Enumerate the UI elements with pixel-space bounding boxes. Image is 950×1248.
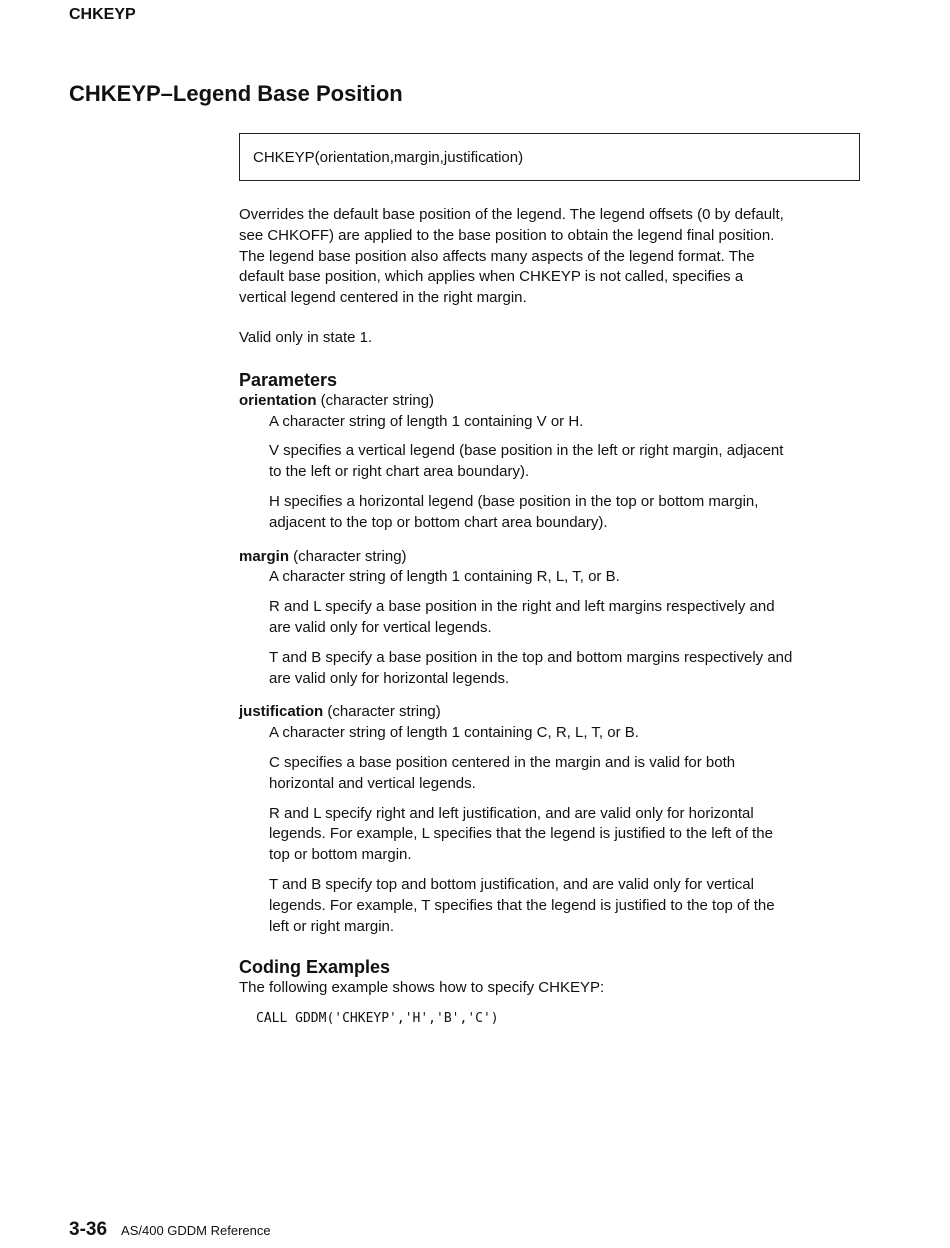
param-desc — [269, 492, 864, 534]
param-desc-line: to the left or right chart area boundary). — [269, 463, 530, 481]
param-desc-line: left or right margin. — [269, 917, 395, 935]
param-desc — [269, 804, 864, 866]
param-orientation-term — [239, 391, 864, 412]
intro-paragraph — [239, 205, 864, 309]
param-desc-line: are valid only for horizontal legends. — [269, 669, 510, 687]
body-column — [239, 205, 864, 1030]
param-desc-line: horizontal and vertical legends. — [269, 774, 476, 792]
parameters-heading: Parameters — [239, 369, 338, 390]
param-type: (character string) — [289, 547, 407, 565]
param-desc-line: legends. For example, T specifies that the legend is justified to the top of the — [269, 896, 775, 914]
param-desc-line: T and B specify a base position in the top and bottom margins respectively and — [269, 648, 793, 666]
param-desc: A character string of length 1 containing V or H. — [269, 412, 584, 430]
param-justification-term — [239, 702, 864, 723]
param-desc-line: C specifies a base position centered in the margin and is valid for both — [269, 753, 736, 771]
book-title: AS/400 GDDM Reference — [121, 1223, 271, 1238]
param-margin-term — [239, 547, 864, 568]
param-name: orientation — [239, 391, 317, 409]
param-name: justification — [239, 703, 324, 721]
param-desc — [269, 441, 864, 483]
page-number: 3-36 — [69, 1219, 108, 1240]
coding-intro: The following example shows how to specify CHKEYP: — [239, 979, 605, 997]
coding-examples-heading: Coding Examples — [239, 957, 391, 978]
param-desc — [269, 875, 864, 937]
param-desc — [269, 597, 864, 639]
param-desc-line: adjacent to the top or bottom chart area boundary). — [269, 513, 608, 531]
param-desc-line: H specifies a horizontal legend (base position in the top or bottom margin, — [269, 492, 759, 510]
param-name: margin — [239, 547, 290, 565]
param-desc-line: R and L specify right and left justification, and are valid only for horizontal — [269, 804, 754, 822]
intro-line: Overrides the default base position of the legend. The legend offsets (0 by default, — [239, 206, 784, 223]
param-desc — [269, 648, 864, 690]
param-desc-line: are valid only for vertical legends. — [269, 618, 492, 636]
valid-state-note: Valid only in state 1. — [239, 328, 373, 346]
page-footer — [69, 1219, 271, 1241]
param-desc-line: V specifies a vertical legend (base position in the left or right margin, adjacent — [269, 442, 784, 460]
syntax-box: CHKEYP(orientation,margin,justification) — [239, 133, 860, 181]
intro-line: see CHKOFF) are applied to the base position to obtain the legend final position. — [239, 226, 775, 244]
param-desc: A character string of length 1 containing R, L, T, or B. — [269, 568, 620, 586]
param-type: (character string) — [323, 703, 441, 721]
param-desc: A character string of length 1 containing C, R, L, T, or B. — [269, 724, 639, 742]
param-desc-line: R and L specify a base position in the right and left margins respectively and — [269, 598, 775, 616]
page-title: CHKEYP–Legend Base Position — [69, 81, 403, 106]
intro-line: default base position, which applies when CHKEYP is not called, specifies a — [239, 268, 744, 286]
code-example: CALL GDDM('CHKEYP','H','B','C') — [256, 1011, 499, 1027]
param-desc-line: top or bottom margin. — [269, 846, 412, 864]
intro-line: The legend base position also affects many aspects of the legend format. The — [239, 247, 755, 265]
param-desc — [269, 753, 864, 795]
param-desc-line: T and B specify top and bottom justification, and are valid only for vertical — [269, 875, 754, 893]
param-desc-line: legends. For example, L specifies that the legend is justified to the left of the — [269, 825, 773, 843]
intro-line: vertical legend centered in the right margin. — [239, 289, 527, 307]
running-head: CHKEYP — [69, 6, 136, 23]
param-type: (character string) — [316, 391, 435, 409]
